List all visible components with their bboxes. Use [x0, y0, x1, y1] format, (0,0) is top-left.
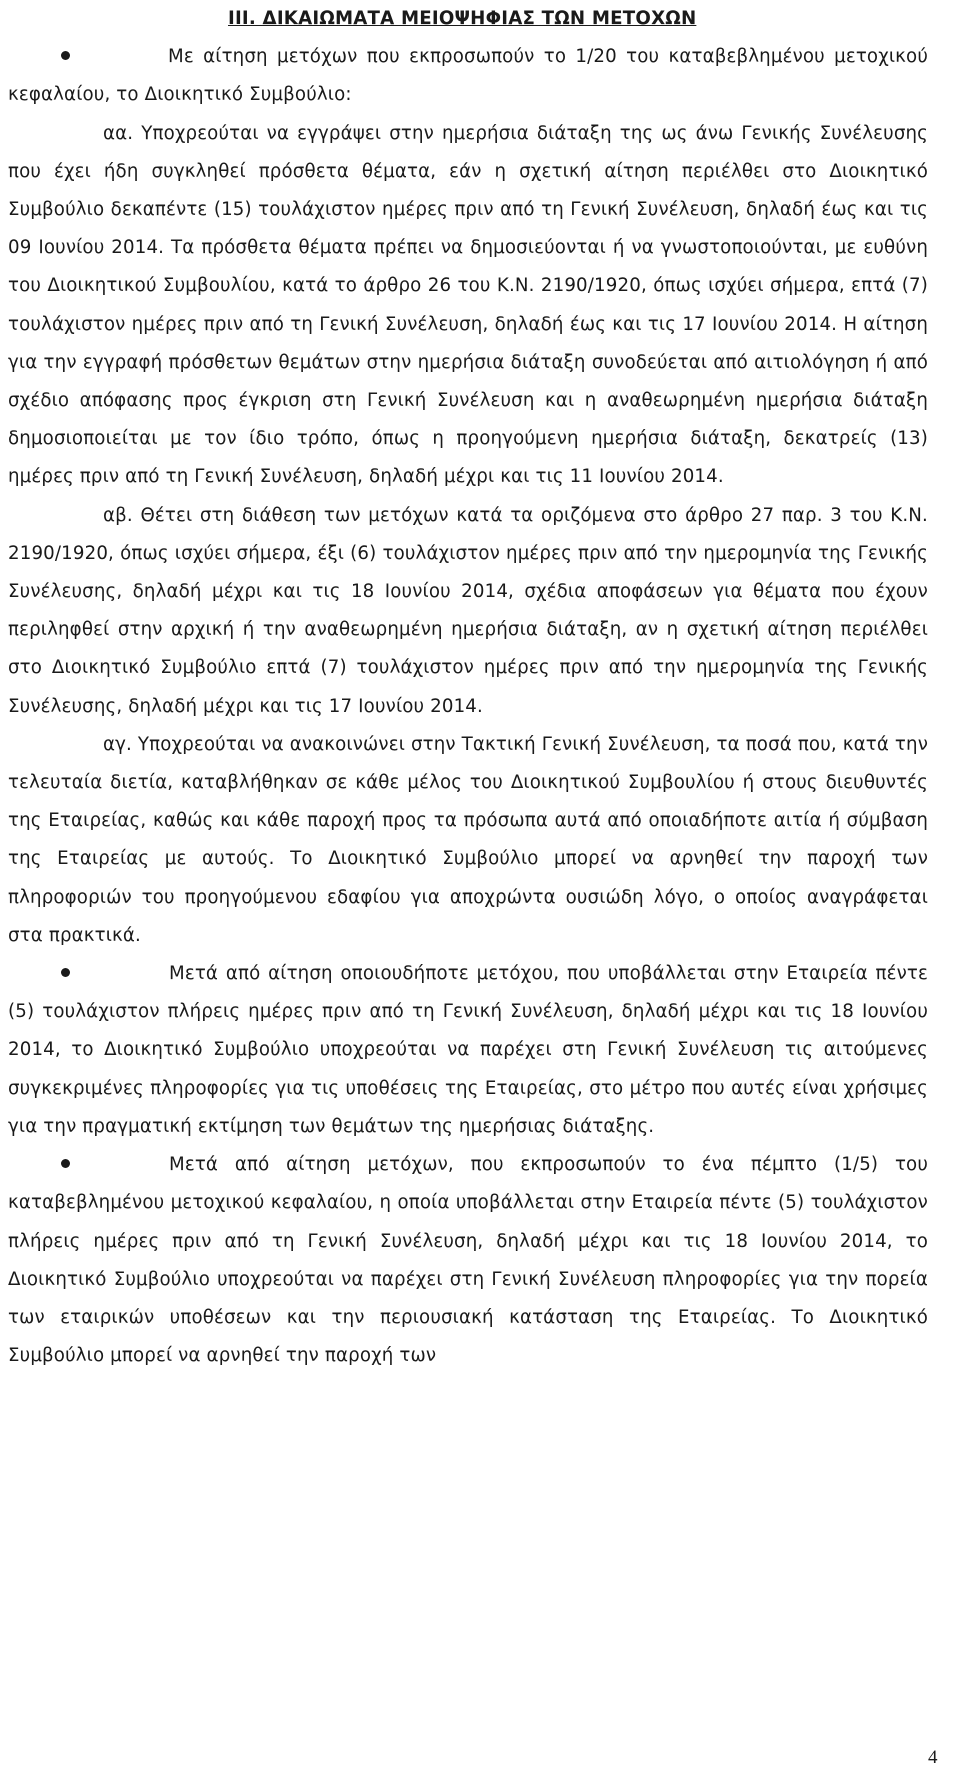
page-number: 4	[928, 1747, 938, 1768]
bullet-paragraph-2	[8, 955, 928, 1146]
bullet-paragraph-3	[8, 1146, 928, 1375]
paragraph-ab: αβ. Θέτει στη διάθεση των μετόχων κατά τα οριζόμενα στο άρθρο 27 παρ. 3 του Κ.Ν. 2190/1920, όπως ισχύει σήμερα, έξι (6) τουλάχιστον ημέρες πριν από την ημερομηνία της Γενικής Συνέλευσης, δηλαδή μέχρι και τις 18 Ιουνίου 2014, σχέδια αποφάσεων για θέματα που έχουν περιληφθεί στην αρχική ή την αναθεωρημένη ημερήσια διάταξη, αν η σχετική αίτηση περιέλθει στο Διοικητικό Συμβούλιο επτά (7) τουλάχιστον ημέρες πριν από την ημερομηνία της Γενικής Συνέλευσης, δηλαδή μέχρι και τις 17 Ιουνίου 2014.	[8, 504, 928, 717]
paragraph-aa: αα. Υποχρεούται να εγγράψει στην ημερήσια διάταξη της ως άνω Γενικής Συνέλευσης που έχει ήδη συγκληθεί πρόσθετα θέματα, εάν η σχετική αίτηση περιέλθει στο Διοικητικό Συμβούλιο δεκαπέντε (15) τουλάχιστον ημέρες πριν από τη Γενική Συνέλευση, δηλαδή έως και τις 09 Ιουνίου 2014. Τα πρόσθετα θέματα πρέπει να δημοσιεύονται ή να γνωστοποιούνται, με ευθύνη του Διοικητικού Συμβουλίου, κατά το άρθρο 26 του Κ.Ν. 2190/1920, όπως ισχύει σήμερα, επτά (7) τουλάχιστον ημέρες πριν από τη Γενική Συνέλευση, δηλαδή έως και τις 17 Ιουνίου 2014. Η αίτηση για την εγγραφή πρόσθετων θεμάτων στην ημερήσια διάταξη συνοδεύεται από αιτιολόγηση ή από σχέδιο απόφασης προς έγκριση στη Γενική Συνέλευση και η αναθεωρημένη ημερήσια διάταξη δημοσιοποιείται με τον ίδιο τρόπο, όπως η προηγούμενη ημερήσια διάταξη, δεκατρείς (13) ημέρες πριν από τη Γενική Συνέλευση, δηλαδή μέχρι και τις 11 Ιουνίου 2014.	[8, 122, 928, 488]
bullet-icon	[61, 51, 70, 60]
bullet-icon	[61, 1159, 70, 1168]
bullet-icon	[61, 968, 70, 977]
section-heading: III. ΔΙΚΑΙΩΜΑΤΑ ΜΕΙΟΨΗΦΙΑΣ ΤΩΝ ΜΕΤΟΧΩΝ	[228, 8, 697, 29]
bullet-3-text: Μετά από αίτηση μετόχων, που εκπροσωπούν το ένα πέμπτο (1/5) του καταβεβλημένου μετοχικού κεφαλαίου, η οποία υποβάλλεται στην Εταιρεία πέντε (5) τουλάχιστον πλήρεις ημέρες πριν από τη Γενική Συνέλευση, δηλαδή μέχρι και τις 18 Ιουνίου 2014, το Διοικητικό Συμβούλιο υποχρεούται να παρέχει στη Γενική Συνέλευση πληροφορίες για την πορεία των εταιρικών υποθέσεων και την περιουσιακή κατάσταση της Εταιρείας. Το Διοικητικό Συμβούλιο μπορεί να αρνηθεί την παροχή των	[8, 1154, 928, 1367]
bullet-1-text: Με αίτηση μετόχων που εκπροσωπούν το 1/20 του καταβεβλημένου μετοχικού κεφαλαίου, το Διοικητικό Συμβούλιο:	[8, 46, 928, 106]
bullet-2-text: Μετά από αίτηση οποιουδήποτε μετόχου, που υποβάλλεται στην Εταιρεία πέντε (5) τουλάχιστον πλήρεις ημέρες πριν από τη Γενική Συνέλευση, δηλαδή μέχρι και τις 18 Ιουνίου 2014, το Διοικητικό Συμβούλιο υποχρεούται να παρέχει στη Γενική Συνέλευση τις αιτούμενες συγκεκριμένες πληροφορίες για τις υποθέσεις της Εταιρείας, στο μέτρο που αυτές είναι χρήσιμες για την πραγματική εκτίμηση των θεμάτων της ημερήσιας διάταξης.	[8, 963, 928, 1137]
document-page	[8, 0, 928, 1375]
bullet-paragraph-1	[8, 38, 928, 114]
paragraph-ag: αγ. Υποχρεούται να ανακοινώνει στην Τακτική Γενική Συνέλευση, τα ποσά που, κατά την τελευταία διετία, καταβλήθηκαν σε κάθε μέλος του Διοικητικού Συμβουλίου ή στους διευθυντές της Εταιρείας, καθώς και κάθε παροχή προς τα πρόσωπα αυτά από οποιαδήποτε αιτία ή σύμβαση της Εταιρείας με αυτούς. Το Διοικητικό Συμβούλιο μπορεί να αρνηθεί την παροχή των πληροφοριών του προηγούμενου εδαφίου για αποχρώντα ουσιώδη λόγο, ο οποίος αναγράφεται στα πρακτικά.	[8, 733, 928, 946]
